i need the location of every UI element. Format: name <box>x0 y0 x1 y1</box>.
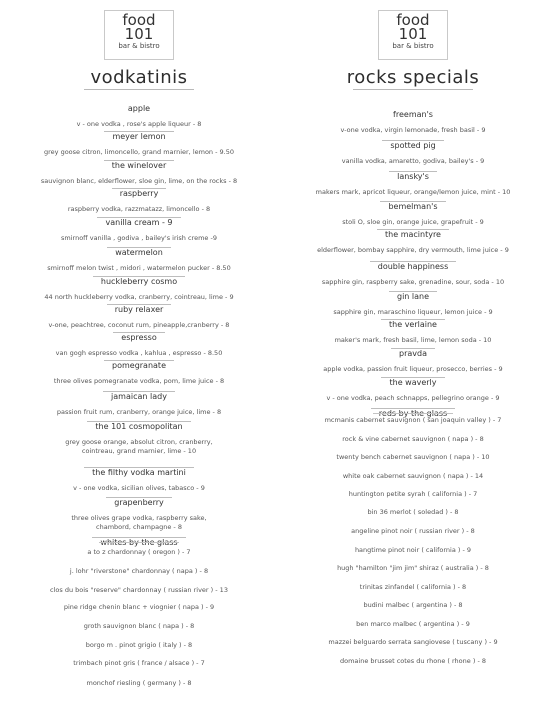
wine-item: domaine brusset cotes du rhone ( rhone ) - 8 <box>339 657 486 665</box>
menu-item <box>4 353 274 386</box>
item-description-2: chambord, champagne - 8 <box>96 523 182 531</box>
item-name: gin lane <box>389 291 437 302</box>
menu-item <box>4 414 274 456</box>
item-description: three olives pomegranate vodka, pom, lime juice - 8 <box>53 377 225 385</box>
wine-item: bin 36 merlot ( soledad ) - 8 <box>367 508 459 516</box>
item-description: makers mark, apricot liqueur, orange/lemon juice, mint - 10 <box>315 188 511 196</box>
item-name: vanilla cream - 9 <box>97 217 180 228</box>
wine-item: borgo m . pinot grigio ( italy ) - 8 <box>85 641 193 649</box>
menu-item <box>4 210 274 243</box>
item-description: sauvignon blanc, elderflower, sloe gin, lime, on the rocks - 8 <box>40 177 238 185</box>
right-column <box>278 0 548 665</box>
logo-line-1: food <box>396 11 430 29</box>
item-name: double happiness <box>370 261 457 272</box>
item-description: grey goose citron, limoncello, grand marnier, lemon - 9.50 <box>44 148 234 156</box>
wine-item: monchof riesling ( germany ) - 8 <box>86 679 192 687</box>
wine-item: angeline pinot noir ( russian river ) - 8 <box>351 527 475 535</box>
menu-item <box>278 222 548 255</box>
item-name: the macintyre <box>377 229 449 240</box>
item-name: lansky's <box>389 171 437 182</box>
menu-item <box>278 164 548 197</box>
item-name: jamaican lady <box>103 391 175 402</box>
wine-item: mcmanis cabernet sauvignon ( san joaquin valley ) - 7 <box>324 416 502 424</box>
item-name: raspberry <box>112 188 167 199</box>
wine-item: a to z chardonnay ( oregon ) - 7 <box>87 548 191 556</box>
menu-item <box>4 490 274 532</box>
menu-item <box>278 102 548 135</box>
item-description: sapphire gin, raspberry sake, grenadine, sour, soda - 10 <box>321 278 505 286</box>
item-name: the 101 cosmopolitan <box>87 421 190 432</box>
logo <box>378 10 448 60</box>
item-name: the filthy vodka martini <box>84 467 194 478</box>
item-description: grey goose orange, absolut citron, cranberry, <box>65 438 213 446</box>
wine-item: hangtime pinot noir ( california ) - 9 <box>354 546 472 554</box>
item-name: huckleberry cosmo <box>93 276 185 287</box>
title-underline <box>353 89 473 90</box>
menu-item <box>4 460 274 493</box>
item-description: van gogh espresso vodka , kahlua , espresso - 8.50 <box>55 349 223 357</box>
item-name: bemelman's <box>380 201 445 212</box>
item-name: grapenberry <box>106 497 172 508</box>
item-description: vanilla vodka, amaretto, godiva, bailey's - 9 <box>341 157 485 165</box>
logo <box>104 10 174 60</box>
item-description: raspberry vodka, razzmatazz, limoncello - 8 <box>67 205 211 213</box>
logo-line-3: bar & bistro <box>118 42 160 50</box>
divider <box>99 542 179 543</box>
item-name: the winelover <box>104 160 175 171</box>
item-name: pravda <box>391 348 435 359</box>
item-description: sapphire gin, maraschino liqueur, lemon juice - 9 <box>333 308 493 316</box>
item-name: watermelon <box>107 247 171 258</box>
left-column <box>4 0 274 687</box>
item-description: apple vodka, passion fruit liqueur, prosecco, berries - 9 <box>323 365 503 373</box>
item-name: espresso <box>113 332 164 343</box>
item-name: pomegranate <box>104 360 174 371</box>
wine-item: hugh "hamilton "jim jim" shiraz ( australia ) - 8 <box>337 564 489 572</box>
menu-item <box>278 254 548 287</box>
item-description: elderflower, bombay sapphire, dry vermouth, lime juice - 9 <box>317 246 509 254</box>
item-description: 44 north huckleberry vodka, cranberry, cointreau, lime - 9 <box>44 293 234 301</box>
menu-item <box>278 370 548 403</box>
wine-item: trinitas zinfandel ( california ) - 8 <box>359 583 467 591</box>
item-description: passion fruit rum, cranberry, orange juice, lime - 8 <box>56 408 222 416</box>
item-name: apple <box>127 104 151 113</box>
wine-item: white oak cabernet sauvignon ( napa ) - 14 <box>342 472 484 480</box>
item-description: v - one vodka , rose's apple liqueur - 8 <box>76 120 202 128</box>
wine-item: trimbach pinot gris ( france / alsace ) - 7 <box>73 659 205 667</box>
wine-item: pine ridge chenin blanc + viognier ( napa ) - 9 <box>63 603 215 611</box>
wine-item: twenty bench cabernet sauvignon ( napa ) - 10 <box>336 453 490 461</box>
wine-item: huntington petite syrah ( california ) - 7 <box>348 490 478 498</box>
wine-item: mazzei belguardo serrata sangiovese ( tuscany ) - 9 <box>328 638 498 646</box>
item-description: v-one, peachtree, coconut rum, pineapple,cranberry - 8 <box>48 321 230 329</box>
item-description: v - one vodka, peach schnapps, pellegrino orange - 9 <box>326 394 500 402</box>
item-description: stoli O, sloe gin, orange juice, grapefruit - 9 <box>342 218 484 226</box>
item-description: v-one vodka, virgin lemonade, fresh basil - 9 <box>340 126 486 134</box>
logo-line-1: food <box>122 11 156 29</box>
item-description: smirnoff melon twist , midori , watermelon pucker - 8.50 <box>47 264 231 272</box>
logo-line-3: bar & bistro <box>392 42 434 50</box>
wines-heading <box>4 530 274 549</box>
item-name: the verlaine <box>381 319 445 330</box>
wine-item: j. lohr "riverstone" chardonnay ( napa ) - 8 <box>69 567 209 575</box>
menu-item <box>278 133 548 166</box>
wine-item: ben marco malbec ( argentina ) - 9 <box>356 620 470 628</box>
item-name: spotted pig <box>382 140 443 151</box>
item-description: three olives grape vodka, raspberry sake, <box>71 514 207 522</box>
item-description-2: cointreau, grand marnier, lime - 10 <box>81 447 197 455</box>
item-name: the waverly <box>381 377 444 388</box>
item-name: ruby relaxer <box>107 304 172 315</box>
item-description: v - one vodka, sicilian olives, tabasco - 9 <box>73 484 205 492</box>
section-title-vodkatinis: vodkatinis <box>90 67 188 88</box>
item-name: meyer lemon <box>104 131 173 142</box>
title-underline <box>84 89 194 90</box>
item-description: smirnoff vanilla , godiva , bailey's irish creme -9 <box>61 234 217 242</box>
item-description: maker's mark, fresh basil, lime, lemon soda - 10 <box>334 336 492 344</box>
logo-line-2: 101 <box>398 25 428 43</box>
menu-item <box>4 384 274 417</box>
wine-item: budini malbec ( argentina ) - 8 <box>363 601 463 609</box>
section-title-rocks-specials: rocks specials <box>346 67 480 88</box>
wine-item: clos du bois "reserve" chardonnay ( russian river ) - 13 <box>50 586 228 594</box>
divider <box>373 413 453 414</box>
item-name: freeman's <box>393 110 433 119</box>
logo-line-2: 101 <box>124 25 154 43</box>
wine-item: rock & vine cabernet sauvignon ( napa ) - 8 <box>342 435 484 443</box>
wine-item: groth sauvignon blanc ( napa ) - 8 <box>83 622 195 630</box>
